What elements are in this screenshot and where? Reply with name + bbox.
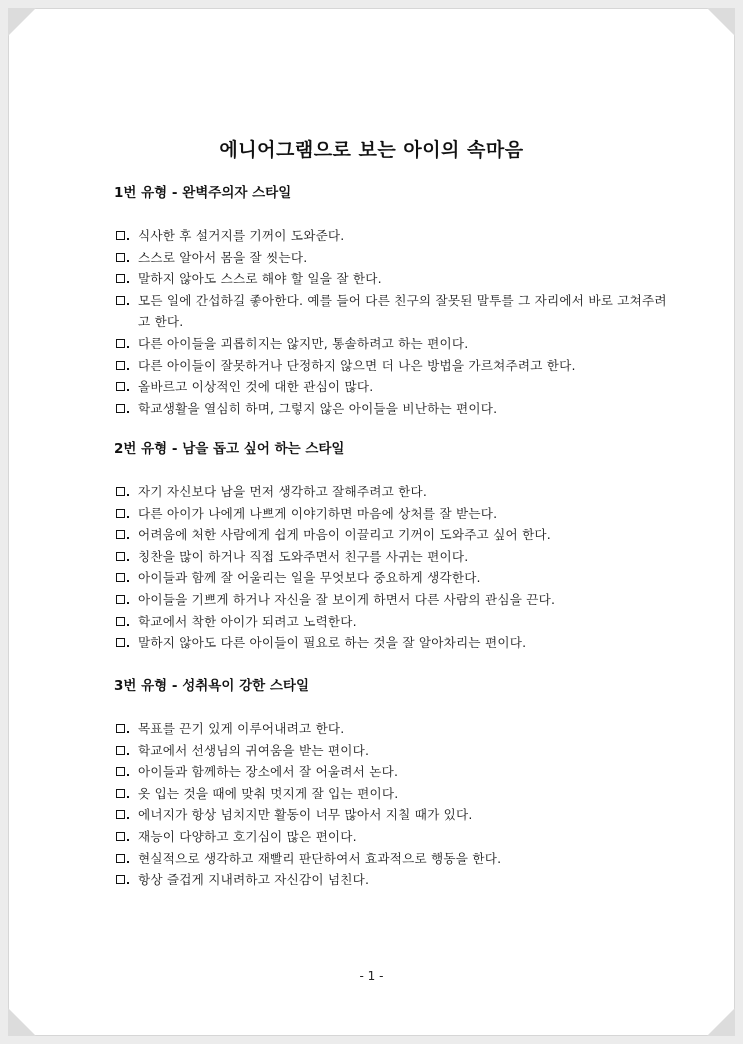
checklist-item: 말하지 않아도 스스로 해야 할 일을 잘 한다. [114,268,674,290]
checkbox-icon[interactable] [116,296,125,305]
checkbox-icon[interactable] [116,382,125,391]
checkbox-icon[interactable] [116,404,125,413]
page-corner-fold [707,1008,735,1036]
checklist-item: 옷 입는 것을 때에 맞춰 멋지게 잘 입는 편이다. [114,783,674,805]
checklist-item: 에너지가 항상 넘치지만 활동이 너무 많아서 지칠 때가 있다. [114,804,674,826]
checkbox-icon[interactable] [116,854,125,863]
section-type-2 [114,439,674,654]
checkbox-icon[interactable] [116,789,125,798]
checklist-item: 현실적으로 생각하고 재빨리 판단하여서 효과적으로 행동을 한다. [114,848,674,870]
checklist-item: 모든 일에 간섭하길 좋아한다. 예를 들어 다른 친구의 잘못된 말투를 그 자리에서 바로 고쳐주려고 한다. [114,290,674,333]
checklist-item: 아이들과 함께하는 장소에서 잘 어울려서 논다. [114,761,674,783]
checkbox-icon[interactable] [116,253,125,262]
checklist-item: 다른 아이들이 잘못하거나 단정하지 않으면 더 나은 방법을 가르쳐주려고 한다. [114,355,674,377]
checklist-item: 어려움에 처한 사람에게 쉽게 마음이 이끌리고 기꺼이 도와주고 싶어 한다. [114,524,674,546]
checkbox-icon[interactable] [116,746,125,755]
checklist-item: 학교에서 선생님의 귀여움을 받는 편이다. [114,740,674,762]
page-number: - 1 - [359,969,384,983]
checkbox-icon[interactable] [116,875,125,884]
checklist-item: 올바르고 이상적인 것에 대한 관심이 많다. [114,376,674,398]
checklist-item: 학교생활을 열심히 하며, 그렇지 않은 아이들을 비난하는 편이다. [114,398,674,420]
checkbox-icon[interactable] [116,231,125,240]
page-corner-fold [8,1008,36,1036]
checklist-item: 다른 아이들을 괴롭히지는 않지만, 통솔하려고 하는 편이다. [114,333,674,355]
checklist-item: 목표를 끈기 있게 이루어내려고 한다. [114,718,674,740]
checkbox-icon[interactable] [116,509,125,518]
checklist-item: 식사한 후 설거지를 기꺼이 도와준다. [114,225,674,247]
checkbox-icon[interactable] [116,617,125,626]
page-corner-fold [707,8,735,36]
checklist-item: 아이들을 기쁘게 하거나 자신을 잘 보이게 하면서 다른 사람의 관심을 끈다. [114,589,674,611]
document-page [8,8,735,1036]
section-type-1 [114,183,674,419]
checkbox-icon[interactable] [116,724,125,733]
checklist-item: 칭찬을 많이 하거나 직접 도와주면서 친구를 사귀는 편이다. [114,546,674,568]
section-heading: 1번 유형 - 완벽주의자 스타일 [114,185,292,201]
section-heading: 2번 유형 - 남을 돕고 싶어 하는 스타일 [114,441,345,457]
checklist [114,481,674,654]
checkbox-icon[interactable] [116,832,125,841]
checkbox-icon[interactable] [116,361,125,370]
checkbox-icon[interactable] [116,767,125,776]
checklist [114,718,674,891]
checklist-item: 스스로 알아서 몸을 잘 씻는다. [114,247,674,269]
checkbox-icon[interactable] [116,530,125,539]
checklist-item: 말하지 않아도 다른 아이들이 필요로 하는 것을 잘 알아차리는 편이다. [114,632,674,654]
checklist-item: 재능이 다양하고 호기심이 많은 편이다. [114,826,674,848]
checkbox-icon[interactable] [116,810,125,819]
section-type-3 [114,676,674,891]
checklist-item: 학교에서 착한 아이가 되려고 노력한다. [114,611,674,633]
page-title: 에니어그램으로 보는 아이의 속마음 [219,139,524,161]
section-heading: 3번 유형 - 성취욕이 강한 스타일 [114,678,309,694]
checklist-item: 자기 자신보다 남을 먼저 생각하고 잘해주려고 한다. [114,481,674,503]
checkbox-icon[interactable] [116,274,125,283]
checkbox-icon[interactable] [116,595,125,604]
checkbox-icon[interactable] [116,339,125,348]
checkbox-icon[interactable] [116,573,125,582]
checklist [114,225,674,419]
page-corner-fold [8,8,36,36]
checklist-item: 아이들과 함께 잘 어울리는 일을 무엇보다 중요하게 생각한다. [114,567,674,589]
checklist-item: 다른 아이가 나에게 나쁘게 이야기하면 마음에 상처를 잘 받는다. [114,503,674,525]
checkbox-icon[interactable] [116,552,125,561]
checkbox-icon[interactable] [116,487,125,496]
checklist-item: 항상 즐겁게 지내려하고 자신감이 넘친다. [114,869,674,891]
checkbox-icon[interactable] [116,638,125,647]
